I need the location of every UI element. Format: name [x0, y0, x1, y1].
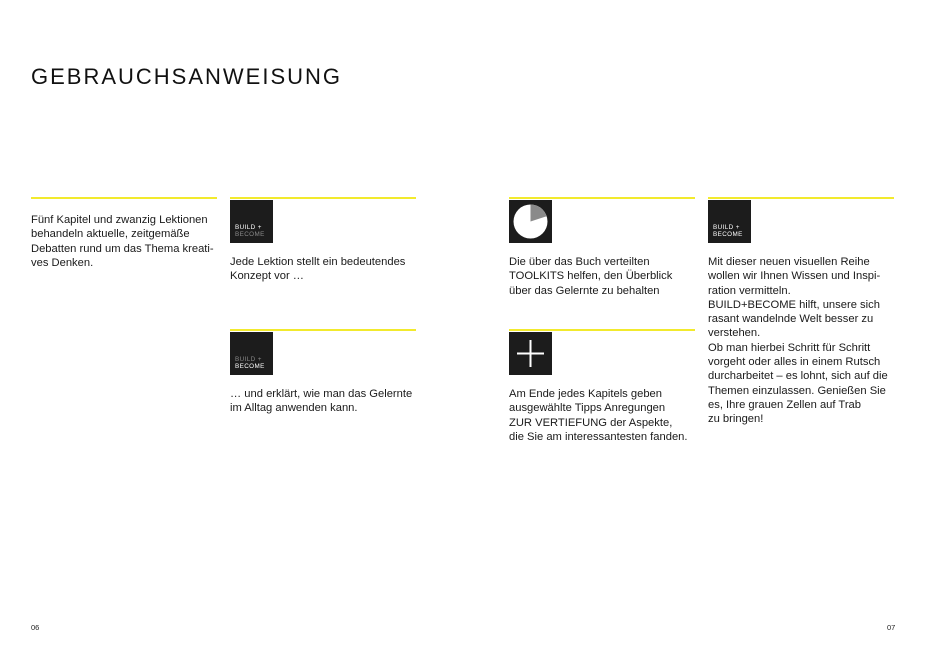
- plus-icon: [509, 332, 552, 375]
- pie-chart-icon: [509, 200, 552, 243]
- intro-text: Fünf Kapitel und zwanzig Lektionen behandeln aktuelle, zeitgemäße Debatten rund um das Thema kreati- ves Denken.: [31, 214, 214, 269]
- accent-rule: [230, 197, 416, 199]
- accent-rule: [509, 197, 695, 199]
- accent-rule: [708, 197, 894, 199]
- badge-line-build: BUILD +: [235, 224, 262, 231]
- build-become-badge-icon: [230, 200, 273, 243]
- lesson-concept-section: [230, 197, 416, 284]
- badge-line-become: BECOME: [713, 231, 743, 238]
- deepening-text: Am Ende jedes Kapitels geben ausgewählte Tipps Anregungen ZUR VERTIEFUNG der Aspekte, die Sie am interessantesten fanden.: [509, 388, 688, 443]
- accent-rule: [230, 329, 416, 331]
- toolkits-text: Die über das Buch verteilten TOOLKITS helfen, den Überblick über das Gelernte zu behalten: [509, 256, 673, 297]
- lesson-apply-text: … und erklärt, wie man das Gelernte im Alltag anwenden kann.: [230, 388, 413, 415]
- page-title: GEBRAUCHSANWEISUNG: [31, 64, 343, 89]
- build-become-badge-icon: [230, 332, 273, 375]
- badge-line-build: BUILD +: [713, 224, 740, 231]
- page-number-right: 07: [887, 623, 896, 632]
- accent-rule: [31, 197, 217, 199]
- page-number-left: 06: [31, 623, 40, 632]
- toolkits-section: [509, 197, 695, 298]
- series-section: [708, 197, 894, 427]
- badge-line-build: BUILD +: [235, 356, 262, 363]
- lesson-concept-text: Jede Lektion stellt ein bedeutendes Konzept vor …: [230, 256, 406, 283]
- build-become-badge-icon: [708, 200, 751, 243]
- badge-line-become: BECOME: [235, 363, 265, 370]
- intro-section: [31, 197, 217, 270]
- deepening-section: [509, 329, 695, 444]
- lesson-apply-section: [230, 329, 416, 416]
- accent-rule: [509, 329, 695, 331]
- badge-line-become: BECOME: [235, 231, 265, 238]
- series-text: Mit dieser neuen visuellen Reihe wollen wir Ihnen Wissen und Inspi- ration vermitteln. BUILD+BECOME hilft, unsere sich rasant wandelnde Welt besser zu verstehen. Ob man hierbei Schritt für Schritt vorgeht oder alles in einem Rutsch durcharbeitet – es lohnt, sich auf die Themen einzulassen. Genießen Sie es, Ihre grauen Zellen auf Trab zu bringen!: [708, 256, 888, 426]
